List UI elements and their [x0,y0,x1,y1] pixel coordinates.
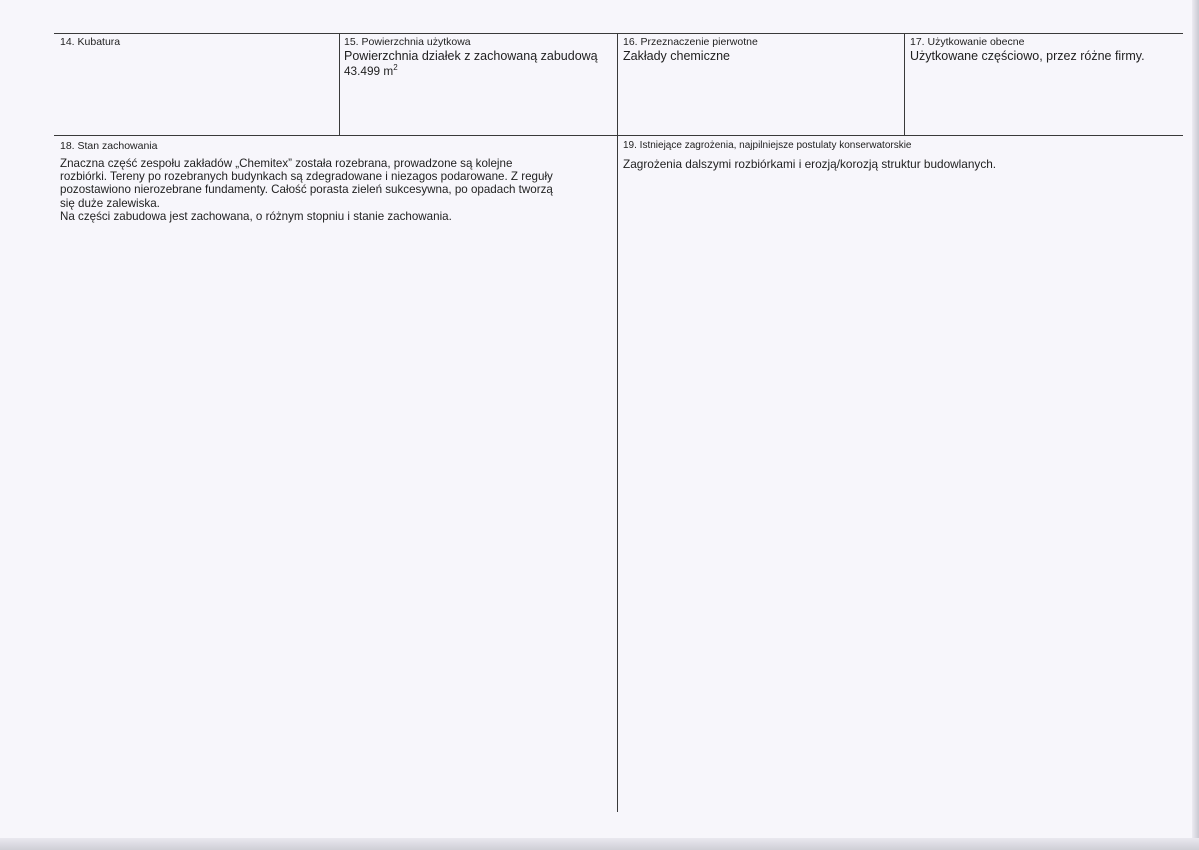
zagrozenia-value: Zagrożenia dalszymi rozbiórkami i erozją/korozją struktur budowlanych. [623,157,997,171]
stan-line: rozbiórki. Tereny po rozebranych budynkach są zdegradowane i niezagos podarowane. Z reguły [60,170,553,184]
kubatura-label: 14. Kubatura [60,36,121,48]
stan-line: Na części zabudowa jest zachowana, o różnym stopniu i stanie zachowania. [60,209,452,223]
stan-line: Znaczna część zespołu zakładów „Chemitex” została rozebrana, prowadzone są kolejne [60,157,513,170]
stan-label: 18. Stan zachowania [60,140,158,152]
uzytkowanie-value: Użytkowane częściowo, przez różne firmy. [910,49,1145,63]
stan-description [60,157,615,223]
column-divider-1 [339,33,340,135]
powierzchnia-area [344,64,398,78]
stan-line: pozostawiono nierozebrane fundamenty. Całość porasta zieleń sukcesywna, po opadach tworzą [60,183,553,197]
table-top-border [54,33,1183,34]
stan-line: się duże zalewiska. [60,196,160,210]
zagrozenia-label: 19. Istniejące zagrożenia, najpilniejsze postulaty konserwatorskie [623,140,912,151]
uzytkowanie-label: 17. Użytkowanie obecne [910,36,1025,48]
powierzchnia-area-exponent: 2 [393,63,398,73]
row-divider [54,135,1183,136]
page-bottom-edge [0,838,1199,850]
przeznaczenie-label: 16. Przeznaczenie pierwotne [623,36,758,48]
przeznaczenie-value: Zakłady chemiczne [623,49,730,63]
page-right-edge [1192,0,1199,850]
powierzchnia-label: 15. Powierzchnia użytkowa [344,36,471,48]
powierzchnia-area-number: 43.499 m [344,64,394,78]
powierzchnia-value: Powierzchnia działek z zachowaną zabudową [344,49,598,63]
column-divider-3 [904,33,905,135]
column-divider-2 [617,33,618,812]
